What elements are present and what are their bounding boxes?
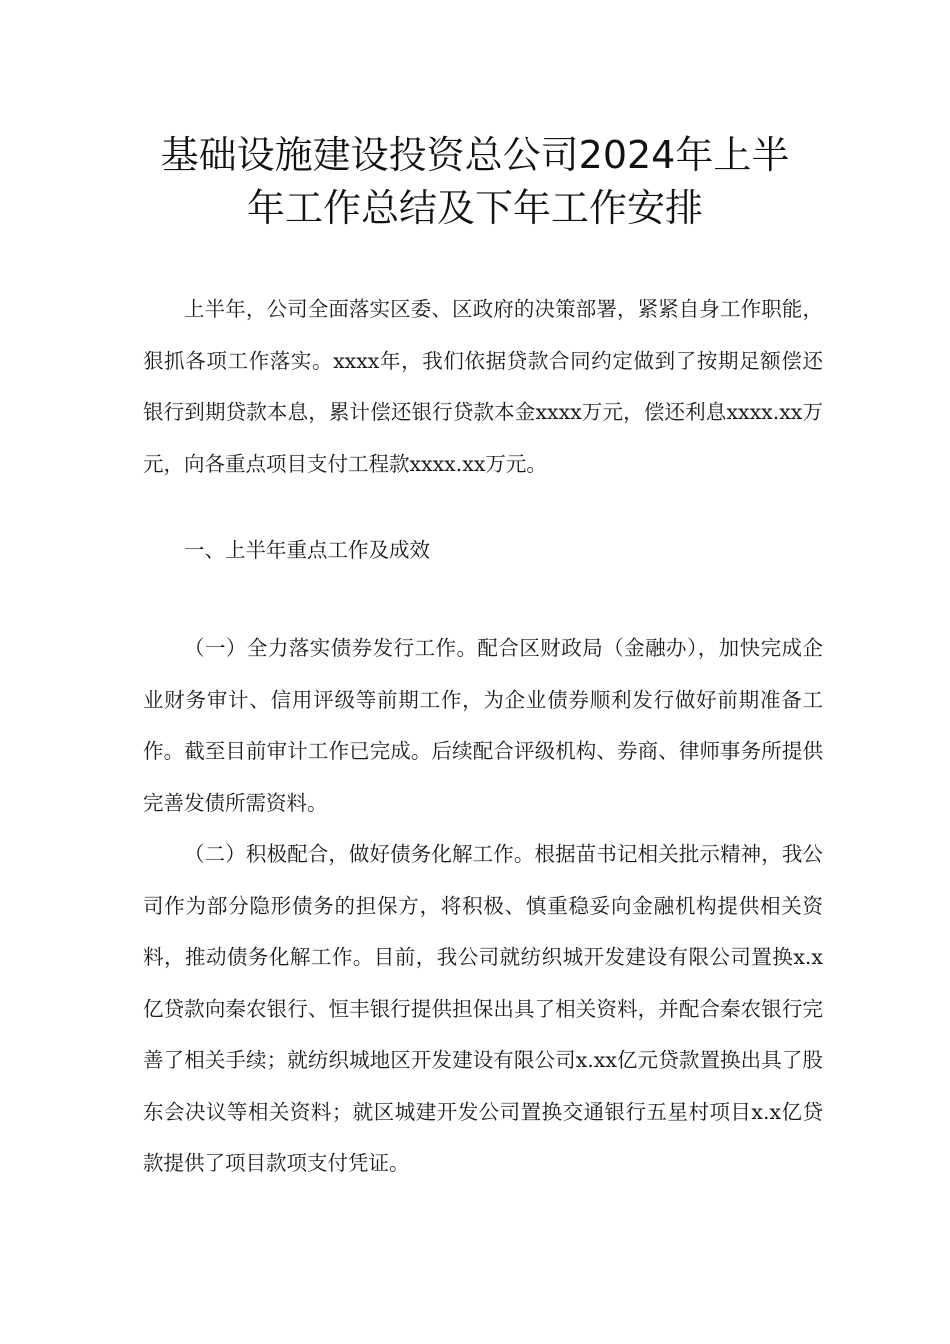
intro-section bbox=[143, 284, 823, 490]
document-title-line-2: 年工作总结及下年工作安排 bbox=[246, 186, 703, 230]
item-1-paragraph: （一）全力落实债券发行工作。配合区财政局（金融办），加快完成企业财务审计、信用评级等前期工作，为企业债券顺利发行做好前期准备工作。截至目前审计工作已完成。后续配合评级机构、券商、律师事务所提供完善发债所需资料。 bbox=[143, 636, 823, 815]
section-1 bbox=[143, 525, 823, 577]
section-heading: 一、上半年重点工作及成效 bbox=[184, 538, 430, 562]
document-title-line-1: 基础设施建设投资总公司2024年上半 bbox=[160, 133, 790, 177]
items-section bbox=[143, 623, 823, 1190]
intro-paragraph: 上半年，公司全面落实区委、区政府的决策部署，紧紧自身工作职能，狠抓各项工作落实。xxxx年，我们依据贷款合同约定做到了按期足额偿还银行到期贷款本息，累计偿还银行贷款本金xxxx万元，偿还利息xxxx.xx万元，向各重点项目支付工程款xxxx.xx万元。 bbox=[143, 297, 823, 476]
item-2-paragraph: （二）积极配合，做好债务化解工作。根据苗书记相关批示精神，我公司作为部分隐形债务的担保方，将积极、慎重稳妥向金融机构提供相关资料，推动债务化解工作。目前，我公司就纺织城开发建设有限公司置换x.x亿贷款向秦农银行、恒丰银行提供担保出具了相关资料，并配合秦农银行完善了相关手续；就纺织城地区开发建设有限公司x.xx亿元贷款置换出具了股东会决议等相关资料；就区城建开发公司置换交通银行五星村项目x.x亿贷款提供了项目款项支付凭证。 bbox=[143, 842, 823, 1175]
